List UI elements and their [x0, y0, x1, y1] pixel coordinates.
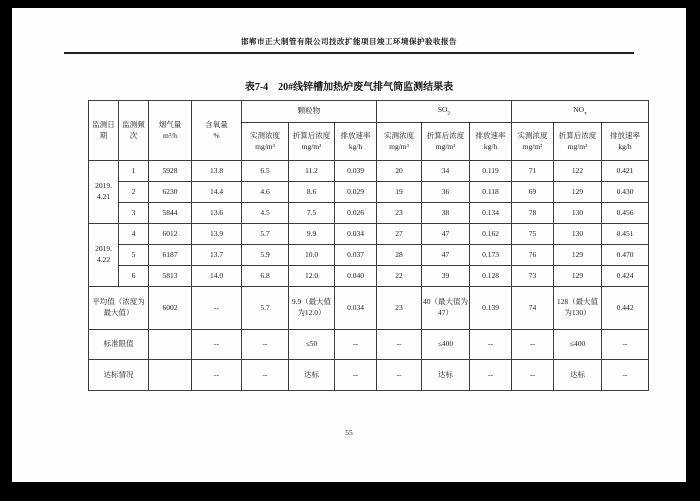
flue-cell: 6002: [149, 287, 192, 330]
pm-measured-cell: 6.5: [242, 161, 289, 182]
sub-unit: mg/m³: [567, 141, 588, 151]
pm-measured-cell: --: [242, 330, 289, 360]
nox-converted-cell: 129: [554, 182, 602, 203]
so2-measured-cell: 20: [377, 161, 422, 182]
so2-rate-cell: 0.162: [470, 224, 512, 245]
table-row: [89, 266, 649, 287]
so2-measured-cell: 23: [377, 287, 422, 330]
sub-unit: kg/h: [483, 141, 498, 151]
nox-converted-cell: 129: [554, 266, 602, 287]
so2-measured-cell: 27: [377, 224, 422, 245]
flue-cell: 6012: [149, 224, 192, 245]
nox-subscript: x: [584, 110, 587, 117]
sub-unit: mg/m³: [255, 141, 275, 151]
so2-converted-cell: 40（最大值为47）: [422, 287, 470, 330]
so2-converted-cell: ≤400: [422, 330, 470, 360]
pm-measured-cell: 4.6: [242, 182, 289, 203]
sub-label: 折算后浓度: [558, 130, 597, 140]
so2-converted-cell: 34: [422, 161, 470, 182]
oxygen-unit: %: [213, 130, 220, 140]
so2-converted-cell: 达标: [422, 360, 470, 391]
average-row: [89, 287, 649, 330]
freq-cell: 6: [119, 266, 149, 287]
flue-cell: 5844: [149, 203, 192, 224]
o2-cell: 13.6: [192, 203, 242, 224]
date-cell: [89, 161, 119, 224]
pm-converted-cell: 11.2: [289, 161, 335, 182]
pm-rate-cell: 0.034: [335, 287, 377, 330]
nox-converted-cell: 130: [554, 224, 602, 245]
sub-unit: kg/h: [348, 141, 363, 151]
so2-measured-cell: --: [377, 360, 422, 391]
table-row: [89, 203, 649, 224]
flue-cell: 6187: [149, 245, 192, 266]
o2-cell: --: [192, 287, 242, 330]
pm-rate-cell: --: [335, 330, 377, 360]
pm-rate-cell: --: [335, 360, 377, 391]
nox-measured-cell: 78: [512, 203, 554, 224]
sub-label: 排放速率: [610, 130, 641, 140]
pm-converted-cell: ≤50: [289, 330, 335, 360]
pm-rate-cell: 0.040: [335, 266, 377, 287]
sub-label: 实测浓度: [517, 130, 548, 140]
nox-measured-cell: 71: [512, 161, 554, 182]
so2-rate-cell: 0.173: [470, 245, 512, 266]
pm-measured-cell: 5.9: [242, 245, 289, 266]
so2-rate-cell: 0.118: [470, 182, 512, 203]
so2-label: SO: [437, 104, 448, 114]
sub-label: 排放速率: [475, 130, 506, 140]
freq-cell: 1: [119, 161, 149, 182]
average-label: 平均值（浓度为最大值）: [89, 287, 149, 330]
nox-rate-cell: 0.424: [602, 266, 649, 287]
so2-measured-header: [377, 123, 422, 161]
nox-measured-cell: 76: [512, 245, 554, 266]
so2-rate-cell: --: [470, 360, 512, 391]
pm-converted-cell: 达标: [289, 360, 335, 391]
nox-converted-cell: 130: [554, 203, 602, 224]
flue-cell: [149, 360, 192, 391]
pm-measured-header: [242, 123, 289, 161]
flue-unit: m³/h: [163, 130, 177, 140]
col-header-freq: 监测频次: [119, 101, 149, 161]
nox-measured-header: [512, 123, 554, 161]
sub-unit: mg/m³: [435, 141, 456, 151]
so2-converted-cell: 39: [422, 266, 470, 287]
sub-unit: mg/m³: [522, 141, 543, 151]
pm-converted-header: [289, 123, 335, 161]
oxygen-label: 含氧量: [205, 119, 228, 129]
pm-measured-cell: --: [242, 360, 289, 391]
pm-rate-cell: 0.026: [335, 203, 377, 224]
date-line1: 2019.: [95, 244, 112, 254]
so2-converted-header: [422, 123, 470, 161]
nox-rate-cell: 0.421: [602, 161, 649, 182]
pm-measured-cell: 4.5: [242, 203, 289, 224]
sub-label: 折算后浓度: [426, 130, 465, 140]
so2-converted-cell: 36: [422, 182, 470, 203]
flue-label: 烟气量: [158, 119, 182, 129]
flue-cell: 5928: [149, 161, 192, 182]
col-group-pm: 颗粒物: [242, 101, 377, 123]
freq-cell: 5: [119, 245, 149, 266]
o2-cell: --: [192, 360, 242, 391]
nox-converted-cell: ≤400: [554, 330, 602, 360]
pm-rate-cell: 0.029: [335, 182, 377, 203]
so2-rate-cell: 0.134: [470, 203, 512, 224]
so2-rate-cell: --: [470, 330, 512, 360]
monitoring-results-table: [88, 100, 649, 391]
nox-measured-cell: --: [512, 360, 554, 391]
so2-subscript: 2: [447, 110, 451, 117]
sub-label: 实测浓度: [384, 130, 414, 140]
so2-rate-cell: 0.139: [470, 287, 512, 330]
compliance-label: 达标情况: [89, 360, 149, 391]
o2-cell: 14.0: [192, 266, 242, 287]
compliance-row: [89, 360, 649, 391]
o2-cell: 13.9: [192, 224, 242, 245]
col-header-flue: [149, 101, 192, 161]
nox-converted-cell: 122: [554, 161, 602, 182]
pm-measured-cell: 5.7: [242, 224, 289, 245]
so2-rate-cell: 0.119: [470, 161, 512, 182]
so2-rate-cell: 0.128: [470, 266, 512, 287]
sub-label: 折算后浓度: [292, 130, 331, 140]
col-group-nox: [512, 101, 649, 123]
nox-measured-cell: 75: [512, 224, 554, 245]
nox-measured-cell: 74: [512, 287, 554, 330]
nox-rate-cell: --: [602, 330, 649, 360]
nox-converted-cell: 达标: [554, 360, 602, 391]
nox-label: NO: [573, 104, 585, 114]
freq-cell: 3: [119, 203, 149, 224]
so2-converted-cell: 38: [422, 203, 470, 224]
o2-cell: --: [192, 330, 242, 360]
pm-rate-cell: 0.034: [335, 224, 377, 245]
flue-cell: 6230: [149, 182, 192, 203]
flue-cell: [149, 330, 192, 360]
pm-converted-cell: 12.0: [289, 266, 335, 287]
sub-label: 排放速率: [340, 130, 371, 140]
report-header-title: 邯郸市正大制管有限公司技改扩能项目竣工环境保护验收报告: [64, 36, 634, 54]
date-line2: 4.22: [96, 255, 111, 264]
pm-measured-cell: 5.7: [242, 287, 289, 330]
table-row: [89, 182, 649, 203]
pm-converted-cell: 10.0: [289, 245, 335, 266]
so2-rate-header: [470, 123, 512, 161]
limit-label: 标准限值: [89, 330, 149, 360]
pm-converted-cell: 9.9（最大值为12.0）: [289, 287, 335, 330]
nox-measured-cell: --: [512, 330, 554, 360]
freq-cell: 4: [119, 224, 149, 245]
nox-converted-header: [554, 123, 602, 161]
so2-measured-cell: 28: [377, 245, 422, 266]
sub-unit: kg/h: [618, 141, 632, 151]
table-row: [89, 161, 649, 182]
date-cell: [89, 224, 119, 287]
so2-measured-cell: 19: [377, 182, 422, 203]
nox-rate-cell: 0.456: [602, 203, 649, 224]
document-page: [12, 8, 686, 482]
date-line2: 4.21: [96, 192, 111, 201]
nox-measured-cell: 69: [512, 182, 554, 203]
nox-rate-cell: 0.451: [602, 224, 649, 245]
limit-row: [89, 330, 649, 360]
col-header-date: 监测日期: [89, 101, 119, 161]
sub-label: 实测浓度: [250, 130, 280, 140]
sub-unit: mg/m³: [389, 141, 409, 151]
nox-measured-cell: 73: [512, 266, 554, 287]
nox-converted-cell: 128（最大值为130）: [554, 287, 602, 330]
pm-converted-cell: 7.5: [289, 203, 335, 224]
date-line1: 2019.: [95, 181, 112, 191]
o2-cell: 14.4: [192, 182, 242, 203]
nox-rate-cell: 0.442: [602, 287, 649, 330]
nox-rate-cell: --: [602, 360, 649, 391]
so2-converted-cell: 47: [422, 224, 470, 245]
nox-converted-cell: 129: [554, 245, 602, 266]
page-number: 55: [345, 428, 353, 437]
so2-measured-cell: --: [377, 330, 422, 360]
nox-rate-cell: 0.430: [602, 182, 649, 203]
so2-converted-cell: 47: [422, 245, 470, 266]
col-header-oxygen: [192, 101, 242, 161]
pm-converted-cell: 8.6: [289, 182, 335, 203]
pm-converted-cell: 9.9: [289, 224, 335, 245]
flue-cell: 5813: [149, 266, 192, 287]
pm-measured-cell: 6.8: [242, 266, 289, 287]
pm-rate-cell: 0.037: [335, 245, 377, 266]
col-group-so2: [377, 101, 512, 123]
o2-cell: 13.7: [192, 245, 242, 266]
table-title: 表7-4 20#线锌槽加热炉废气排气筒监测结果表: [244, 82, 454, 93]
so2-measured-cell: 23: [377, 203, 422, 224]
sub-unit: mg/m³: [301, 141, 322, 151]
table-row: [89, 245, 649, 266]
header-row-groups: [89, 101, 649, 123]
nox-rate-cell: 0.470: [602, 245, 649, 266]
pm-rate-header: [335, 123, 377, 161]
freq-cell: 2: [119, 182, 149, 203]
pm-rate-cell: 0.039: [335, 161, 377, 182]
table-row: [89, 224, 649, 245]
o2-cell: 13.8: [192, 161, 242, 182]
nox-rate-header: [602, 123, 649, 161]
so2-measured-cell: 22: [377, 266, 422, 287]
